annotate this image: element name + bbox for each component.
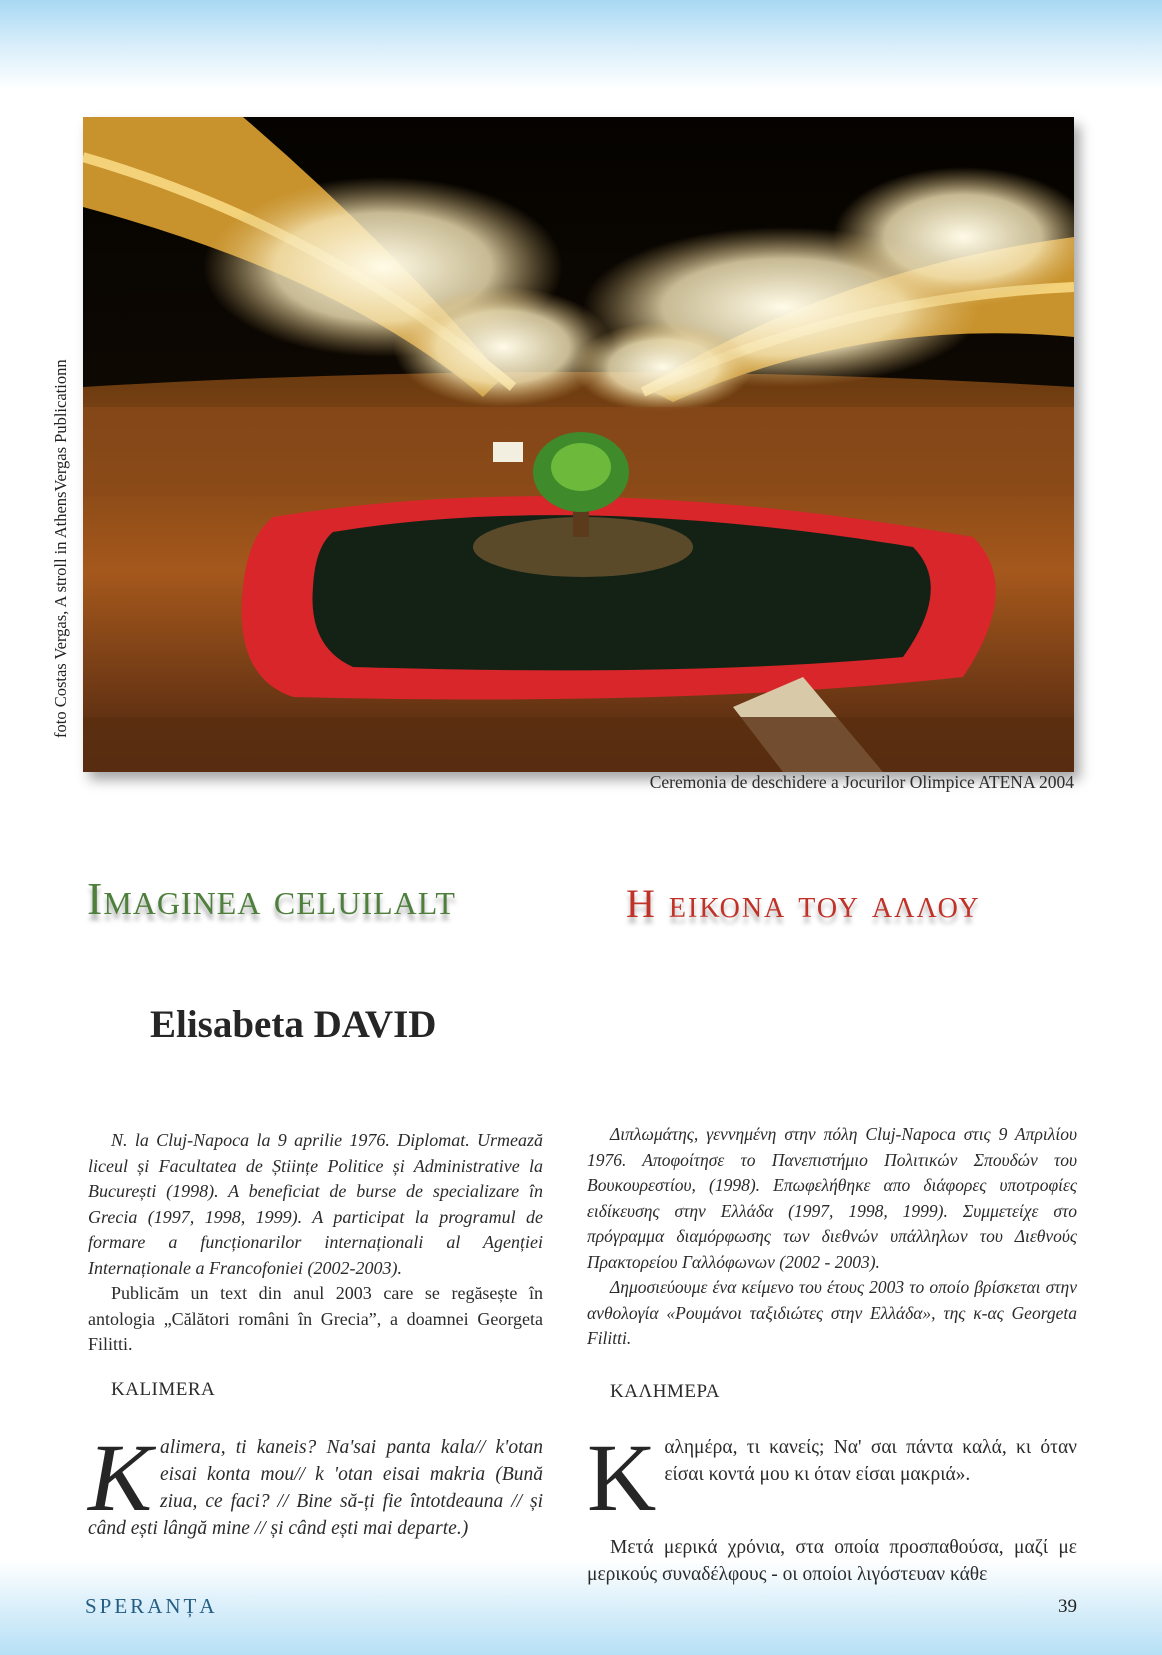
bio-ro-paragraph-1: N. la Cluj-Napoca la 9 aprilie 1976. Diplomat. Urmează liceul și Facultatea de Științe Politice și Administrative la București (1998). A beneficiat de burse de specializare în Grecia (1997, 1998, 1999). A participat la programul de formare a funcționarilor internaționali al Agenției Internaționale a Francofoniei (2002-2003). bbox=[88, 1130, 543, 1278]
page-number: 39 bbox=[1058, 1596, 1077, 1617]
dropcap-greek: Κ bbox=[587, 1424, 657, 1531]
dropcap-romanian: K bbox=[88, 1424, 153, 1531]
author-name: Elisabeta DAVID bbox=[150, 1003, 437, 1046]
photo-credit: foto Costas Vergas, A stroll in AthensVergas Publicationn bbox=[51, 359, 70, 738]
poem-greek bbox=[587, 1424, 1077, 1588]
olympic-ceremony-image bbox=[83, 117, 1074, 772]
stadium-photo bbox=[83, 117, 1074, 772]
title-greek: Η εικονα του αλλου bbox=[626, 881, 981, 926]
bio-ro-paragraph-2: Publicăm un text din anul 2003 care se regăsește în antologia „Călători români în Grecia”, a doamnei Georgeta Filitti. bbox=[88, 1283, 543, 1354]
title-romanian: Imaginea celuilalt bbox=[87, 873, 456, 924]
bio-greek bbox=[587, 1122, 1077, 1352]
section-heading-greek: ΚΑΛΗΜΕΡΑ bbox=[610, 1381, 721, 1402]
section-heading-romanian: KALIMERA bbox=[111, 1379, 216, 1400]
magazine-name: SPERANȚA bbox=[85, 1594, 218, 1618]
photo-caption: Ceremonia de deschidere a Jocurilor Olimpice ATENA 2004 bbox=[649, 772, 1074, 792]
poem-gr-text: αλημέρα, τι κανείς; Να' σαι πάντα καλά, κι όταν είσαι κοντά μου κι όταν είσαι μακριά». bbox=[664, 1437, 1077, 1485]
bio-gr-paragraph-2: Δημοσιεύουμε ένα κείμενο του έτους 2003 το οποίο βρίσκεται στην ανθολογία «Ρουμάνοι ταξιδιώτες στην Ελλάδα», της κ-ας Georgeta Filitti. bbox=[587, 1277, 1077, 1348]
poem-gr-paragraph-2: Μετά μερικά χρόνια, στα οποία προσπαθούσα, μαζί με μερικούς συναδέλφους - οι οποίοι λιγόστευαν κάθε bbox=[587, 1537, 1077, 1585]
poem-romanian bbox=[88, 1424, 543, 1542]
bio-gr-paragraph-1: Διπλωμάτης, γεννημένη στην πόλη Cluj-Napoca στις 9 Απριλίου 1976. Αποφοίτησε το Πανεπιστήμιο Πολιτικών Σπουδών του Βουκουρεστίου, (1998). Επωφελήθηκε απο διάφορες υποτροφίες ειδίκευσης στην Ελλάδα (1997, 1998, 1999). Συμμετείχε στο πρόγραμμα διαμόρφωσης των διεθνών υπάλληλων του Διεθνούς Πρακτορείου Γαλλόφωνων (2002 - 2003). bbox=[587, 1124, 1077, 1272]
bio-romanian bbox=[88, 1128, 543, 1358]
poem-ro-text: alimera, ti kaneis? Na'sai panta kala// k'otan eisai konta mou// k 'otan eisai makria (Bună ziua, ce faci? // Bine să-ți fie întotdeauna // și când ești lângă mine // și când ești mai departe.) bbox=[88, 1437, 543, 1539]
